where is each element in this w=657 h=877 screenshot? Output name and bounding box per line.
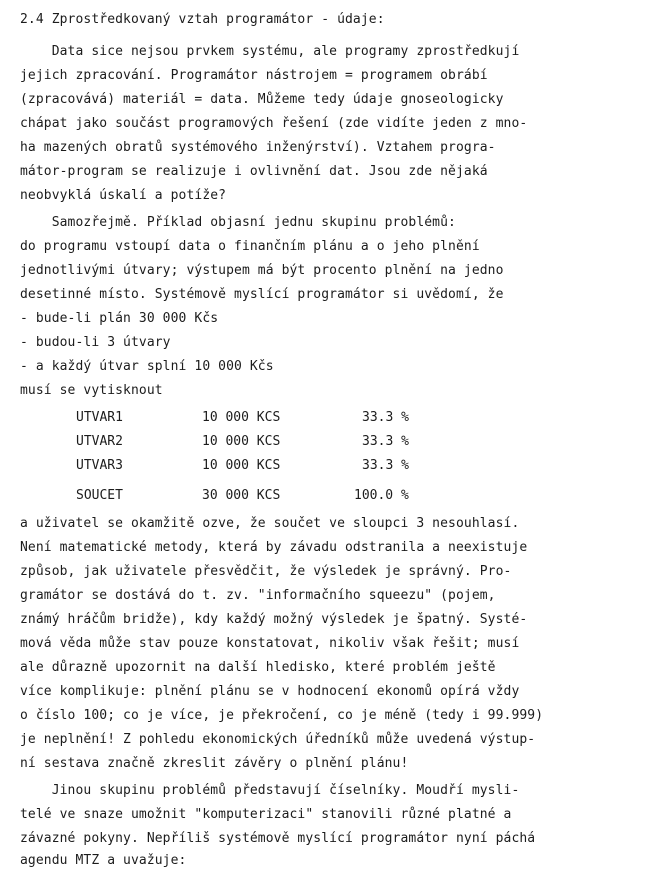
paragraph-line: telé ve snaze umožnit "komputerizaci" stanovili různé platné a [20, 807, 512, 822]
paragraph-line: mátor-program se realizuje i ovlivnění dat. Jsou zde nějaká [20, 164, 488, 179]
total-percent: 100.0 % [354, 488, 409, 503]
paragraph-line: do programu vstoupí data o finančním plánu a o jeho plnění [20, 239, 480, 254]
paragraph-line: gramátor se dostává do t. zv. "informačního squeezu" (pojem, [20, 588, 496, 603]
total-name: SOUCET [76, 488, 123, 503]
paragraph-line: Jinou skupinu problémů představují číselníky. Moudří mysli- [20, 783, 520, 798]
paragraph-line: mová věda může stav pouze konstatovat, nikoliv však řešit; musí [20, 636, 520, 651]
paragraph-line: Není matematické metody, která by závadu odstranila a neexistuje [20, 540, 528, 555]
paragraph-line: více komplikuje: plnění plánu se v hodnocení ekonomů opírá vždy [20, 684, 520, 699]
paragraph-line: Samozřejmě. Příklad objasní jednu skupinu problémů: [20, 215, 456, 230]
paragraph-line: je neplnění! Z pohledu ekonomických úředníků může uvedená výstup- [20, 732, 536, 747]
unit-name: UTVAR1 [76, 410, 123, 425]
unit-percent: 33.3 % [362, 434, 409, 449]
paragraph-line: ní sestava značně zkreslit závěry o plnění plánu! [20, 756, 409, 771]
paragraph-line: Data sice nejsou prvkem systému, ale programy zprostředkují [20, 44, 520, 59]
total-amount: 30 000 KCS [202, 488, 281, 503]
unit-name: UTVAR3 [76, 458, 123, 473]
paragraph-line: ale důrazně upozornit na další hledisko, které problém ještě [20, 660, 496, 675]
paragraph-line: a uživatel se okamžitě ozve, že součet ve sloupci 3 nesouhlasí. [20, 516, 520, 531]
paragraph-line: jejich zpracování. Programátor nástrojem = programem obrábí [20, 68, 488, 83]
paragraph-line: jednotlivými útvary; výstupem má být procento plnění na jedno [20, 263, 504, 278]
unit-percent: 33.3 % [362, 410, 409, 425]
paragraph-line: závazné pokyny. Nepříliš systémově myslící programátor nyní páchá [20, 831, 536, 846]
paragraph-line: chápat jako součást programových řešení (zde vidíte jeden z mno- [20, 116, 528, 131]
unit-amount: 10 000 KCS [202, 410, 281, 425]
paragraph-line: agendu MTZ a uvažuje: [20, 853, 187, 868]
paragraph-line: o číslo 100; co je více, je překročení, co je méně (tedy i 99.999) [20, 708, 544, 723]
unit-amount: 10 000 KCS [202, 458, 281, 473]
section-heading: 2.4 Zprostředkovaný vztah programátor - údaje: [20, 12, 385, 27]
paragraph-line: způsob, jak uživatele přesvědčit, že výsledek je správný. Pro- [20, 564, 512, 579]
unit-percent: 33.3 % [362, 458, 409, 473]
paragraph-line: (zpracovává) materiál = data. Můžeme tedy údaje gnoseologicky [20, 92, 504, 107]
paragraph-line: neobvyklá úskalí a potíže? [20, 188, 227, 203]
paragraph-line: musí se vytisknout [20, 383, 163, 398]
paragraph-line: - a každý útvar splní 10 000 Kčs [20, 359, 274, 374]
paragraph-line: ha mazených obratů systémového inženýrství). Vztahem progra- [20, 140, 496, 155]
unit-name: UTVAR2 [76, 434, 123, 449]
paragraph-line: známý hráčům bridže), kdy každý možný výsledek je špatný. Systé- [20, 612, 528, 627]
paragraph-line: desetinné místo. Systémově myslící programátor si uvědomí, že [20, 287, 504, 302]
unit-amount: 10 000 KCS [202, 434, 281, 449]
paragraph-line: - bude-li plán 30 000 Kčs [20, 311, 219, 326]
paragraph-line: - budou-li 3 útvary [20, 335, 171, 350]
